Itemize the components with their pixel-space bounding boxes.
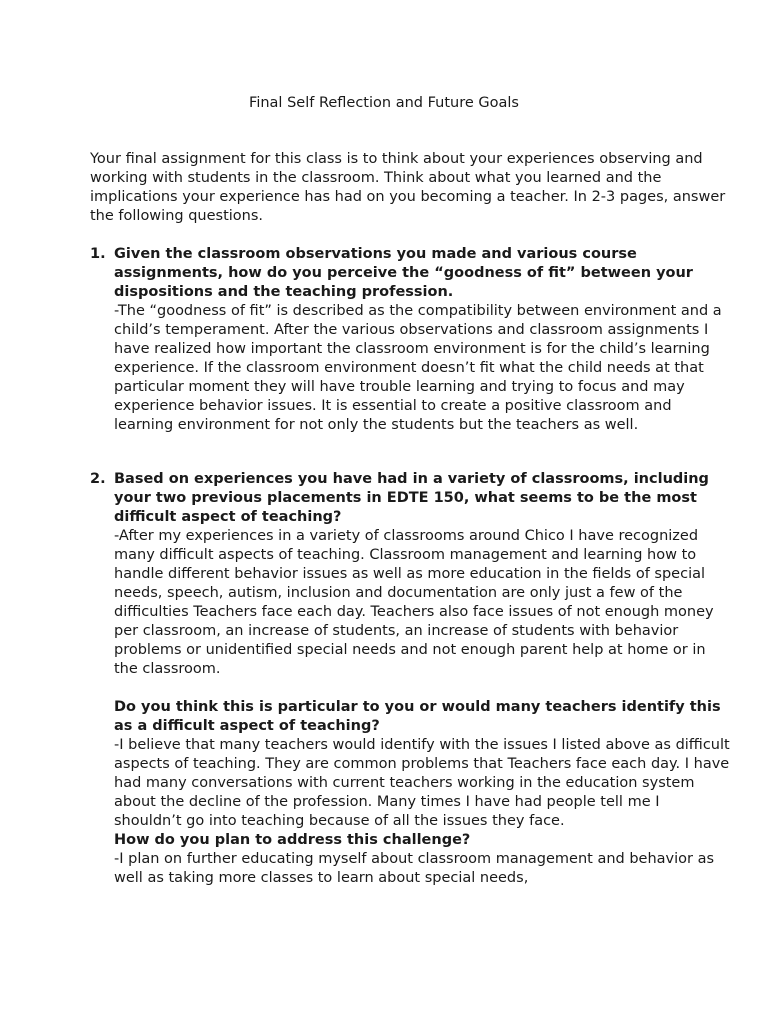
document-title: Final Self Reflection and Future Goals <box>249 95 519 111</box>
plan-question-text: How do you plan to address this challenge? <box>114 832 471 848</box>
followup-answer-text: -I believe that many teachers would identify with the issues I listed above as difficult aspects of teaching. They are common problems that Teachers face each day. I have had many conversations with current teachers working in the education system about the decline of the profession. Many times I have had people tell me I shouldn’t go into teaching because of all the issues they face. <box>114 737 730 829</box>
answer-1-text: -The “goodness of fit” is described as the compatibility between environment and a child’s temperament. After the various observations and classroom assignments I have realized how important the classroom environment is for the child’s learning experience. If the classroom environment doesn’t fit what the child needs at that particular moment they will have trouble learning and trying to focus and may experience behavior issues. It is essential to create a positive classroom and learning environment for not only the students but the teachers as well. <box>114 303 722 433</box>
question-2-number: 2. <box>90 471 106 487</box>
question-1-block <box>90 245 730 435</box>
question-1 <box>90 245 730 302</box>
question-1-text: Given the classroom observations you made and various course assignments, how do you perceive the “goodness of fit” between your dispositions and the teaching profession. <box>114 246 693 300</box>
question-1-number: 1. <box>90 246 106 262</box>
question-2-block <box>90 470 730 888</box>
question-2-text: Based on experiences you have had in a variety of classrooms, including your two previous placements in EDTE 150, what seems to be the most difficult aspect of teaching? <box>114 471 709 525</box>
intro-paragraph: Your final assignment for this class is to think about your experiences observing and working with students in the classroom. Think about what you learned and the implications your experience has had on you becoming a teacher. In 2-3 pages, answer the following questions. <box>90 151 726 224</box>
answer-2-text: -After my experiences in a variety of classrooms around Chico I have recognized many difficult aspects of teaching. Classroom management and learning how to handle different behavior issues as well as more education in the fields of special needs, speech, autism, inclusion and documentation are only just a few of the difficulties Teachers face each day. Teachers also face issues of not enough money per classroom, an increase of students, an increase of students with behavior problems or unidentified special needs and not enough parent help at home or in the classroom. <box>114 528 714 677</box>
question-2 <box>90 470 730 527</box>
followup-question-text: Do you think this is particular to you or would many teachers identify this as a difficult aspect of teaching? <box>114 699 721 734</box>
plan-answer-text: -I plan on further educating myself about classroom management and behavior as well as taking more classes to learn about special needs, <box>114 851 715 886</box>
